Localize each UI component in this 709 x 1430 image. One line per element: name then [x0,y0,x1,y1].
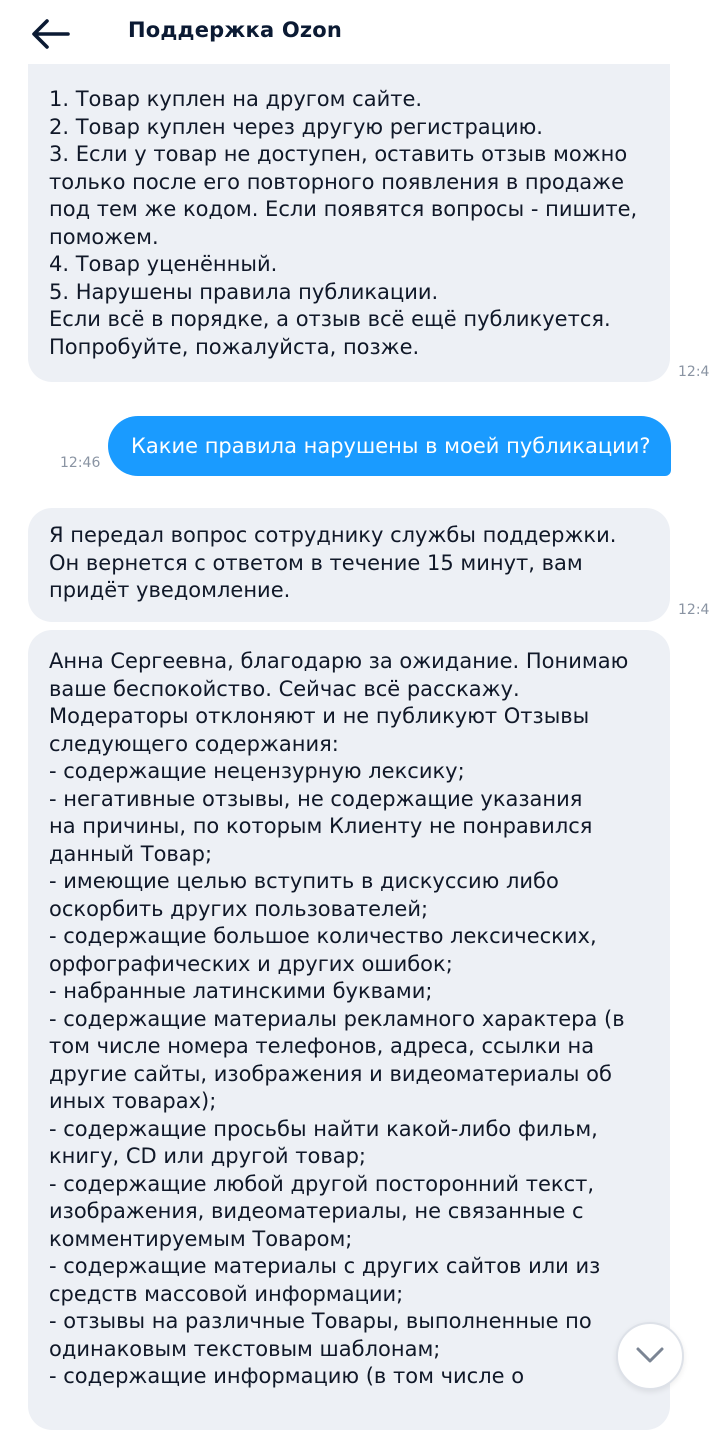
support-message [28,630,670,1430]
message-line: Я передал вопрос сотруднику службы поддержки. [49,523,617,547]
message-line: следующего содержания: [49,731,339,756]
message-line: Попробуйте, пожалуйста, позже. [49,334,420,359]
message-line: на причины, по которым Клиенту не понравился [49,814,593,838]
message-line: - содержащие любой другой посторонний текст, [49,1171,595,1196]
message-line: 4. Товар уценённый. [49,252,278,276]
message-time: 12:4 [678,602,709,618]
message-line: - содержащие информацию (в том числе о [49,1364,525,1388]
message-line: - набранные латинскими буквами; [49,979,433,1003]
page-title: Поддержка Ozon [128,18,343,42]
message-line: Он вернется с ответом в течение 15 минут, вам [49,550,583,575]
message-line: 1. Товар куплен на другом сайте. [49,87,423,111]
message-line: одинаковым текстовым шаблонам; [49,1336,441,1361]
message-line: Если всё в порядке, а отзыв всё ещё публикуется. [49,307,611,331]
message-line: иных товарах); [49,1089,217,1113]
message-line: Модераторы отклоняют и не публикуют Отзывы [49,704,590,728]
message-line: изображения, видеоматериалы, не связанные с [49,1199,584,1223]
arrow-left-icon [28,14,72,54]
chevron-down-icon [635,1344,665,1368]
support-message [28,508,670,622]
message-line: 5. Нарушены правила публикации. [49,279,439,304]
message-line: под тем же кодом. Если появятся вопросы - пишите, [49,197,638,221]
message-line: - имеющие целью вступить в дискуссию либо [49,869,559,893]
message-line: - содержащие материалы с других сайтов или из [49,1254,601,1278]
message-line: Анна Сергеевна, благодарю за ожидание. Понимаю [49,649,629,673]
message-line: - содержащие нецензурную лексику; [49,759,465,783]
message-line: - содержащие большое количество лексических, [49,924,597,948]
message-line: орфографических и других ошибок; [49,951,453,976]
message-line: данный Товар; [49,841,213,866]
message-line: комментируемым Товаром; [49,1226,353,1251]
user-message: Какие правила нарушены в моей публикации? [108,416,671,476]
message-line: другие сайты, изображения и видеоматериалы об [49,1061,612,1086]
message-line: том числе номера телефонов, адреса, ссылки на [49,1034,595,1058]
message-line: - содержащие материалы рекламного характера (в [49,1006,625,1031]
message-time: 12:4 [678,364,709,380]
message-line: книгу, CD или другой товар; [49,1144,366,1168]
scroll-down-button[interactable] [616,1322,684,1390]
message-line: - отзывы на различные Товары, выполненные по [49,1309,592,1333]
message-line: - содержащие просьбы найти какой-либо фильм, [49,1116,598,1141]
message-line: оскорбить других пользователей; [49,896,429,921]
message-line: - негативные отзывы, не содержащие указания [49,786,583,811]
message-line: ваше беспокойство. Сейчас всё расскажу. [49,676,520,701]
app-header [0,0,700,64]
message-line: только после его повторного появления в продаже [49,169,625,194]
support-message [28,38,670,382]
back-button[interactable] [28,14,72,54]
message-line: придёт уведомление. [49,578,291,602]
message-line: поможем. [49,224,159,249]
message-time: 12:46 [60,455,101,471]
message-line: средств массовой информации; [49,1281,404,1306]
message-line: 3. Если у товар не доступен, оставить отзыв можно [49,142,628,166]
message-line: 2. Товар куплен через другую регистрацию. [49,114,543,139]
